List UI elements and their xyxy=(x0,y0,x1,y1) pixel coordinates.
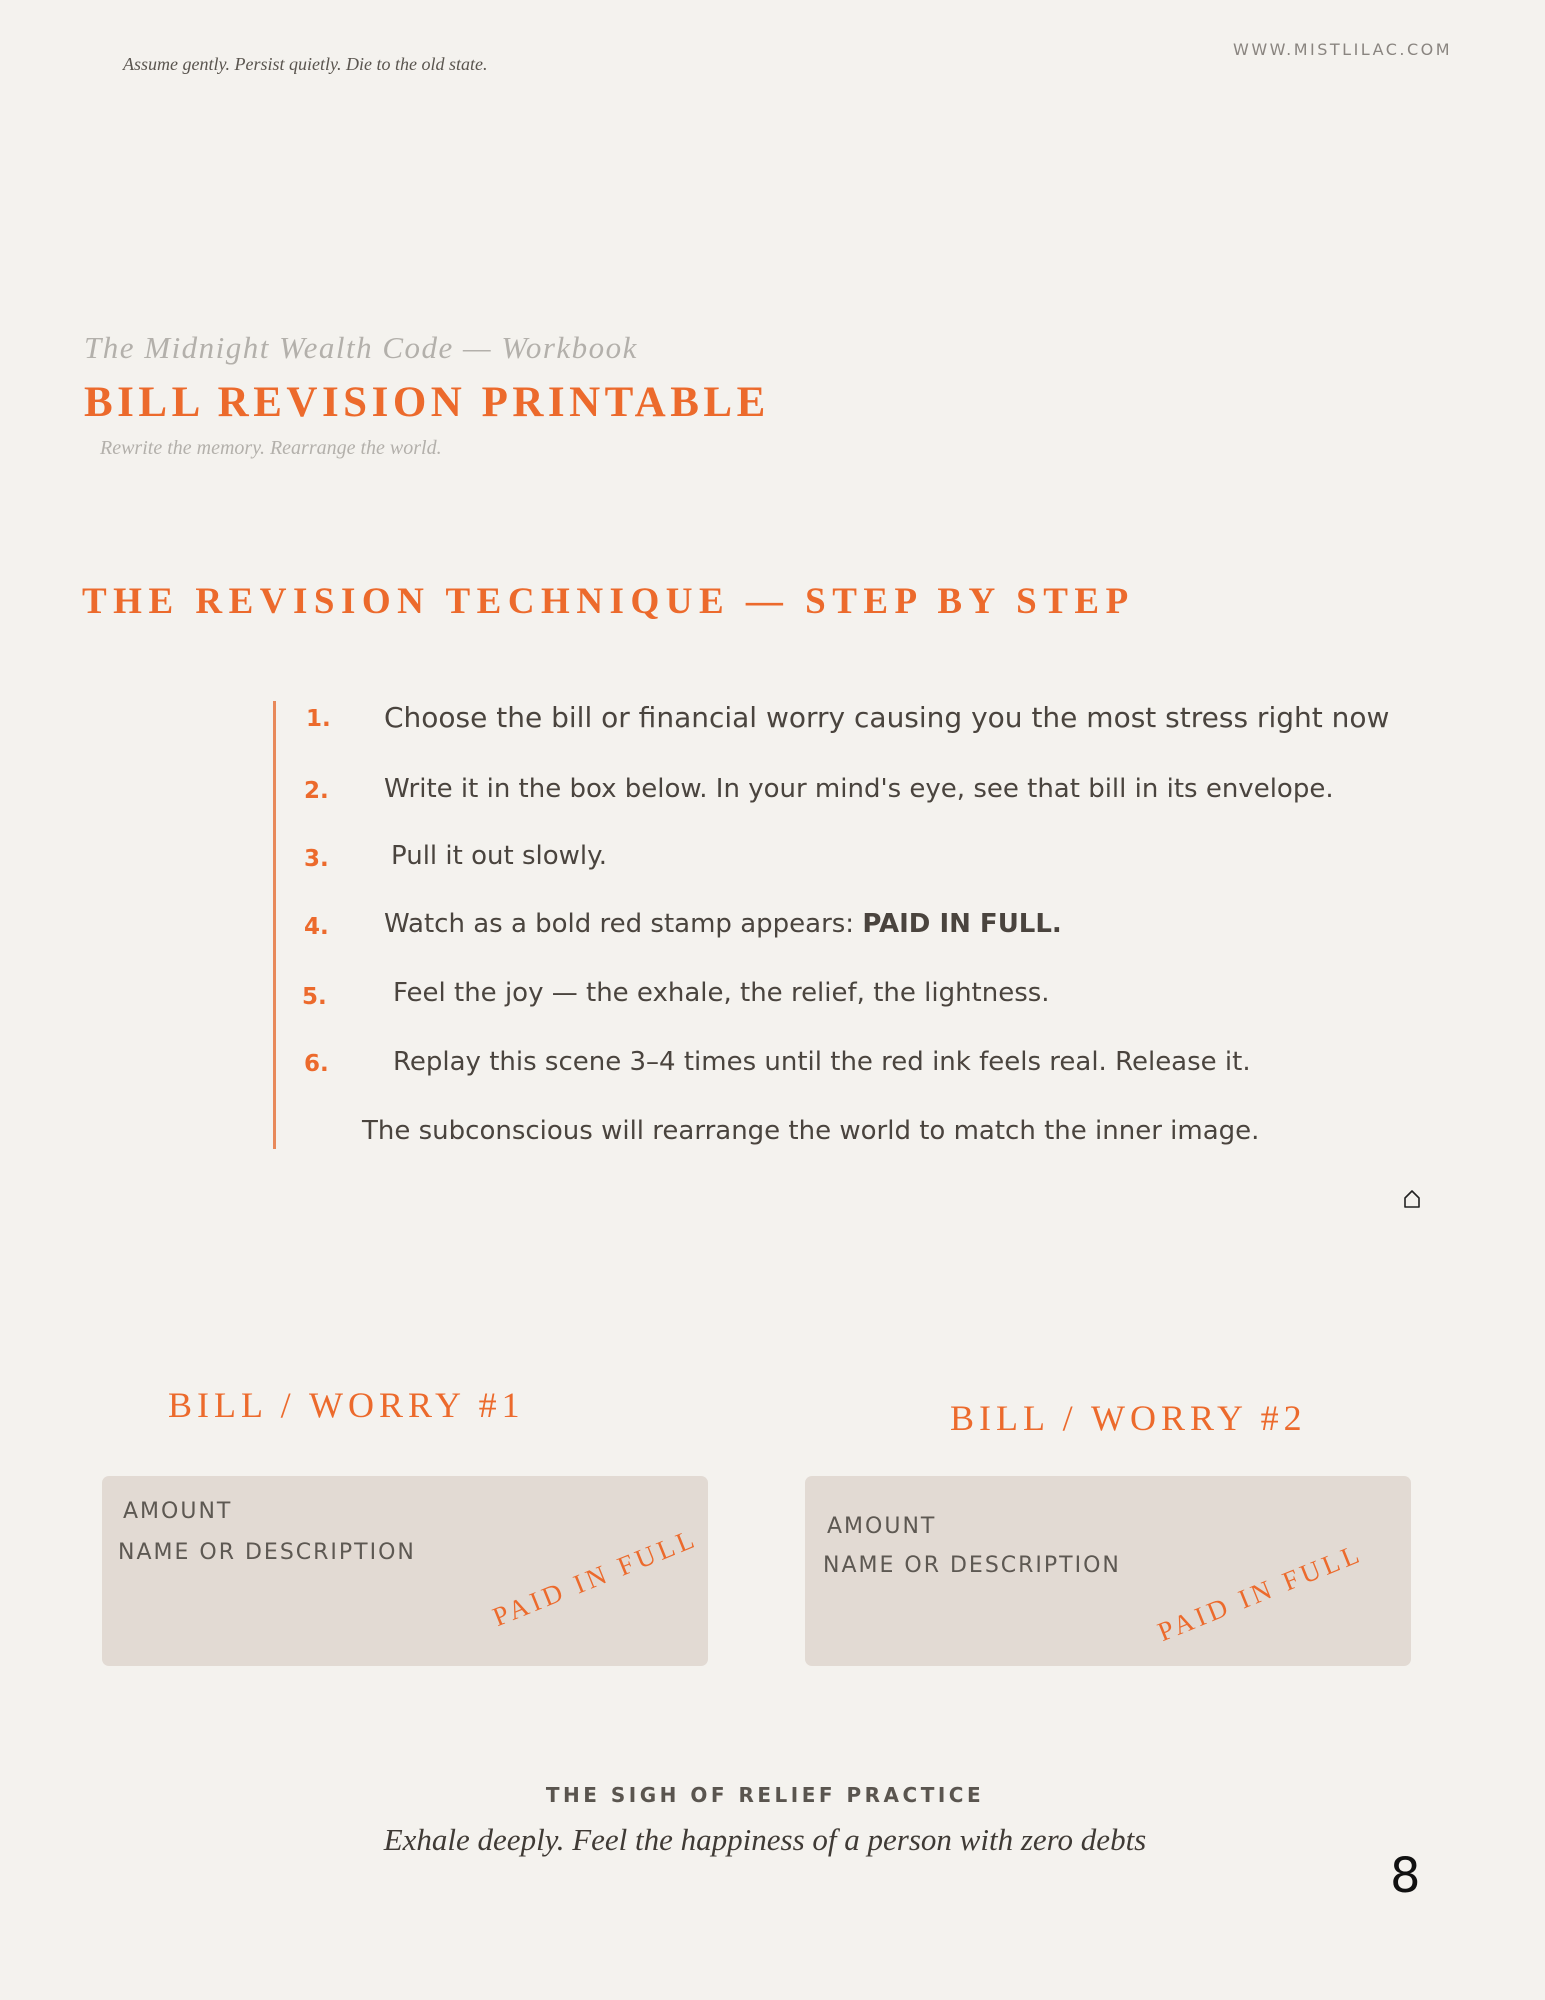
page-subtitle: Rewrite the memory. Rearrange the world. xyxy=(100,437,442,459)
step-text: Feel the joy — the exhale, the relief, the lightness. xyxy=(393,978,1050,1008)
amount-label: AMOUNT xyxy=(827,1514,937,1539)
page-title: BILL REVISION PRINTABLE xyxy=(84,379,770,426)
step-number: 3. xyxy=(304,846,329,872)
step-number: 6. xyxy=(304,1051,329,1077)
step-number: 5. xyxy=(302,984,327,1010)
practice-title: THE SIGH OF RELIEF PRACTICE xyxy=(545,1783,985,1807)
bill-heading: BILL / WORRY #2 xyxy=(950,1398,1307,1438)
paid-stamp: PAID IN FULL xyxy=(1153,1537,1367,1648)
section-heading: THE REVISION TECHNIQUE — STEP BY STEP xyxy=(82,581,1135,622)
step-text: Pull it out slowly. xyxy=(391,841,608,871)
closing-text: The subconscious will rearrange the world to match the inner image. xyxy=(362,1116,1260,1146)
step-text: Replay this scene 3–4 times until the red ink feels real. Release it. xyxy=(393,1047,1251,1077)
name-label: NAME OR DESCRIPTION xyxy=(823,1553,1121,1578)
bill-heading: BILL / WORRY #1 xyxy=(168,1385,525,1425)
step-text: Choose the bill or financial worry causing you the most stress right now xyxy=(384,701,1390,734)
step-number: 4. xyxy=(304,914,329,940)
workbook-title: The Midnight Wealth Code — Workbook xyxy=(84,330,638,365)
step-text-emphasis: PAID IN FULL. xyxy=(862,909,1062,939)
step-number: 1. xyxy=(306,706,331,732)
name-label: NAME OR DESCRIPTION xyxy=(118,1540,416,1565)
steps-divider xyxy=(273,701,276,1149)
step-number: 2. xyxy=(304,778,329,804)
step-text-part: Watch as a bold red stamp appears: xyxy=(384,909,863,939)
paid-stamp: PAID IN FULL xyxy=(488,1522,702,1633)
practice-text: Exhale deeply. Feel the happiness of a person with zero debts xyxy=(383,1822,1147,1857)
page-number: 8 xyxy=(1390,1848,1421,1904)
header-tagline: Assume gently. Persist quietly. Die to the old state. xyxy=(123,54,488,74)
step-text: Write it in the box below. In your mind's eye, see that bill in its envelope. xyxy=(384,774,1334,804)
home-icon[interactable] xyxy=(1401,1188,1423,1210)
step-text xyxy=(384,909,1062,939)
website-link[interactable]: WWW.MISTLILAC.COM xyxy=(1233,40,1453,59)
amount-label: AMOUNT xyxy=(123,1499,233,1524)
